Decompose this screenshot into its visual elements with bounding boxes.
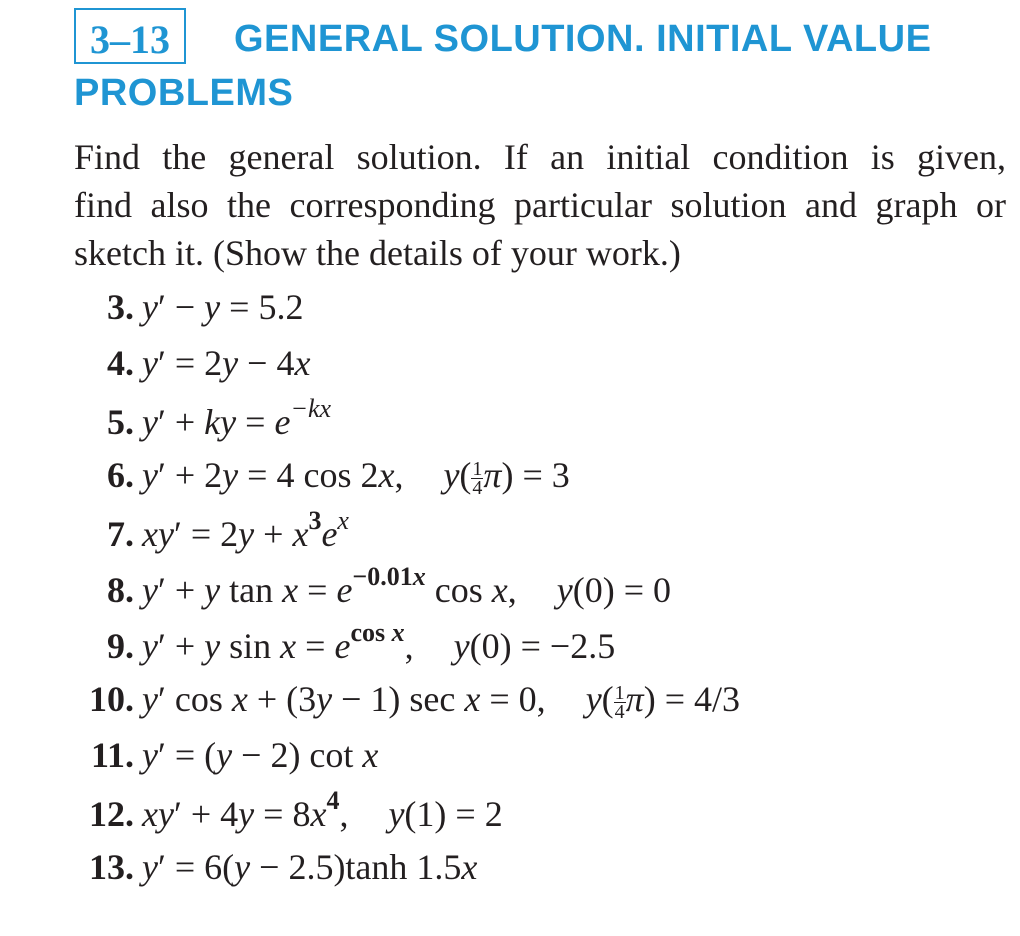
problem-equation: y′ + 2y = 4 cos 2x,	[142, 455, 404, 495]
problem-number: 4.	[107, 343, 134, 383]
problem-9	[74, 618, 616, 678]
problem-number: 11.	[90, 735, 134, 775]
problem-range-box: 3–13	[74, 8, 186, 64]
problem-equation: y′ + y $\tan x = e^{-0.01x}$ cos x,	[142, 562, 517, 610]
problem-number: 3.	[107, 287, 134, 327]
problem-5	[74, 394, 332, 454]
initial-condition: y( $\frac{1}{4}$ π) = 3	[443, 455, 570, 500]
initial-condition: y(0) = −2.5	[453, 626, 616, 666]
problem-equation: $xy' + 4y = 8x^4$,	[142, 786, 349, 834]
problem-12	[74, 786, 503, 846]
problem-number: 5.	[107, 402, 134, 442]
initial-condition: y( $\frac{1}{4}$ π) = 4/3	[585, 679, 741, 724]
problem-equation: y′ = 6(y − 2.5)tanh 1.5x	[142, 847, 478, 887]
problem-equation: $xy' = 2y + x^3e^x$	[142, 506, 349, 554]
problem-number: 6.	[107, 455, 134, 495]
problem-13	[74, 846, 477, 902]
instructions-line-3: sketch it. (Show the details of your work.)	[74, 233, 681, 273]
instructions-line-1: Find the general solution. If an initial condition is given,	[74, 137, 1006, 177]
problem-number: 7.	[107, 514, 134, 554]
section-title-line1: GENERAL SOLUTION. INITIAL VALUE	[234, 18, 932, 60]
instructions-line-2: find also the corresponding particular solution and graph or	[74, 185, 1006, 225]
problem-10	[74, 678, 740, 734]
problem-number: 13.	[89, 847, 134, 887]
problem-number: 8.	[107, 570, 134, 610]
problem-equation: y′ + y $\sin x = e^{cos x}$,	[142, 618, 414, 666]
problem-8	[74, 562, 671, 622]
section-header	[74, 8, 974, 114]
problem-number: 10.	[89, 679, 134, 719]
problem-3	[74, 286, 303, 342]
problem-equation: y′ = 2y − 4x	[142, 343, 311, 383]
initial-condition: y(1) = 2	[388, 794, 503, 834]
problem-equation: y′ cos x + (3y − 1) sec x = 0,	[142, 679, 546, 719]
problem-number: 12.	[89, 794, 134, 834]
problem-equation: y′ − y = 5.2	[142, 287, 304, 327]
problem-equation: y′ + ky = $e^{-kx}$	[142, 394, 332, 442]
problem-6	[74, 454, 570, 510]
instructions-paragraph	[74, 133, 1006, 277]
problem-number: 9.	[107, 626, 134, 666]
section-title-line2: PROBLEMS	[74, 72, 294, 114]
problem-11	[74, 734, 378, 790]
problem-equation: y′ = (y − 2) cot x	[142, 735, 379, 775]
initial-condition: y(0) = 0	[556, 570, 671, 610]
problem-4	[74, 342, 310, 398]
problem-7	[74, 506, 349, 566]
